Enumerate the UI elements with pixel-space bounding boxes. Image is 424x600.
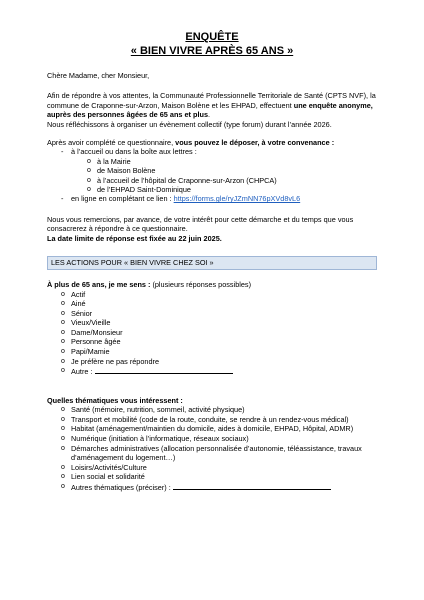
intro-paragraph	[47, 91, 377, 119]
greeting: Chère Madame, cher Monsieur,	[47, 71, 150, 80]
deadline: La date limite de réponse est fixée au 22 juin 2025.	[47, 233, 222, 243]
option-checkbox[interactable]: o Dame/Monsieur	[61, 328, 377, 338]
intro-forum: Nous réfléchissons à organiser un évènement collectif (type forum) durant l’année 2026.	[47, 119, 332, 129]
option-checkbox[interactable]: o Habitat (aménagement/maintien du domicile, aides à domicile, EHPAD, Hôpital, ADMR)	[61, 424, 377, 434]
question-2-label: Quelles thématiques vous intéressent :	[47, 395, 183, 405]
question-1-hint: (plusieurs réponses possibles)	[150, 280, 252, 290]
option-checkbox[interactable]: o Numérique (initiation à l’informatique, réseaux sociaux)	[61, 434, 377, 444]
places-list	[71, 157, 377, 195]
place-item: o de l’EHPAD Saint-Dominique	[87, 185, 377, 194]
intro-end: .	[208, 110, 211, 120]
option-other-label: Autre :	[71, 367, 93, 377]
option-checkbox[interactable]: o Sénior	[61, 309, 377, 319]
option-checkbox[interactable]: o Papi/Mamie	[61, 347, 377, 357]
option-checkbox[interactable]: o Actif	[61, 290, 377, 300]
title-line-2: « BIEN VIVRE APRÈS 65 ANS »	[130, 45, 294, 57]
option-checkbox[interactable]: o Lien social et solidarité	[61, 472, 377, 482]
form-link[interactable]: https://forms.gle/ryJZmNN76pXVd8vL6	[173, 194, 301, 204]
document-title	[47, 30, 377, 58]
option-other-label: Autres thématiques (préciser) :	[71, 483, 171, 492]
deposit-item-physical	[61, 147, 377, 194]
other-answer-line[interactable]	[95, 366, 233, 374]
option-other[interactable]	[61, 366, 377, 377]
question-2-options	[47, 405, 377, 492]
deposit-lead-bold: vous pouvez le déposer, à votre convenance :	[175, 138, 335, 148]
question-1-label	[47, 280, 377, 289]
deposit-physical-label: à l’accueil ou dans la boîte aux lettres :	[71, 147, 197, 157]
other-answer-line[interactable]	[173, 482, 331, 490]
intro-bold: une enquête anonyme, auprès des personnes âgées de 65 ans et plus	[47, 100, 373, 120]
deposit-item-online	[61, 194, 377, 203]
option-checkbox[interactable]: o Loisirs/Activités/Culture	[61, 463, 377, 473]
deposit-list	[47, 147, 377, 203]
option-checkbox[interactable]: o Ainé	[61, 299, 377, 309]
option-checkbox[interactable]: o Vieux/Vieille	[61, 318, 377, 328]
deposit-lead	[47, 138, 377, 147]
option-checkbox[interactable]: o Je préfère ne pas répondre	[61, 357, 377, 367]
option-checkbox[interactable]: o Transport et mobilité (code de la route, conduite, se rendre à un rendez-vous médical)	[61, 415, 377, 425]
intro-text: Afin de répondre à vos attentes, la Communauté Professionnelle Territoriale de Santé (CPTS NVF), la commune de Craponne-sur-Arzon, Maison Bolène et les EHPAD, effectuent	[47, 91, 376, 110]
option-checkbox[interactable]: o Personne âgée	[61, 337, 377, 347]
deposit-lead-text: Après avoir complété ce questionnaire,	[47, 138, 176, 148]
option-checkbox[interactable]: o Démarches administratives (allocation personnalisée d’autonomie, téléassistance, travaux d’aménagement du logement…)	[61, 444, 377, 463]
place-item: o à la Mairie	[87, 157, 377, 166]
deposit-online-label: en ligne en complétant ce lien :	[71, 194, 174, 204]
place-item: o de Maison Bolène	[87, 166, 377, 175]
place-item: o à l’accueil de l’hôpital de Craponne-sur-Arzon (CHPCA)	[87, 176, 377, 185]
question-1-options	[47, 290, 377, 377]
title-line-1: ENQUÊTE	[185, 31, 239, 43]
option-other[interactable]	[61, 482, 377, 493]
section-header: LES ACTIONS POUR « BIEN VIVRE CHEZ SOI »	[47, 256, 377, 270]
question-1-bold: À plus de 65 ans, je me sens :	[47, 280, 151, 290]
option-checkbox[interactable]: o Santé (mémoire, nutrition, sommeil, activité physique)	[61, 405, 377, 415]
thanks-paragraph: Nous vous remercions, par avance, de votre intérêt pour cette démarche et du temps que vous consacrerez à répondre à ce questionnaire.	[47, 214, 354, 234]
